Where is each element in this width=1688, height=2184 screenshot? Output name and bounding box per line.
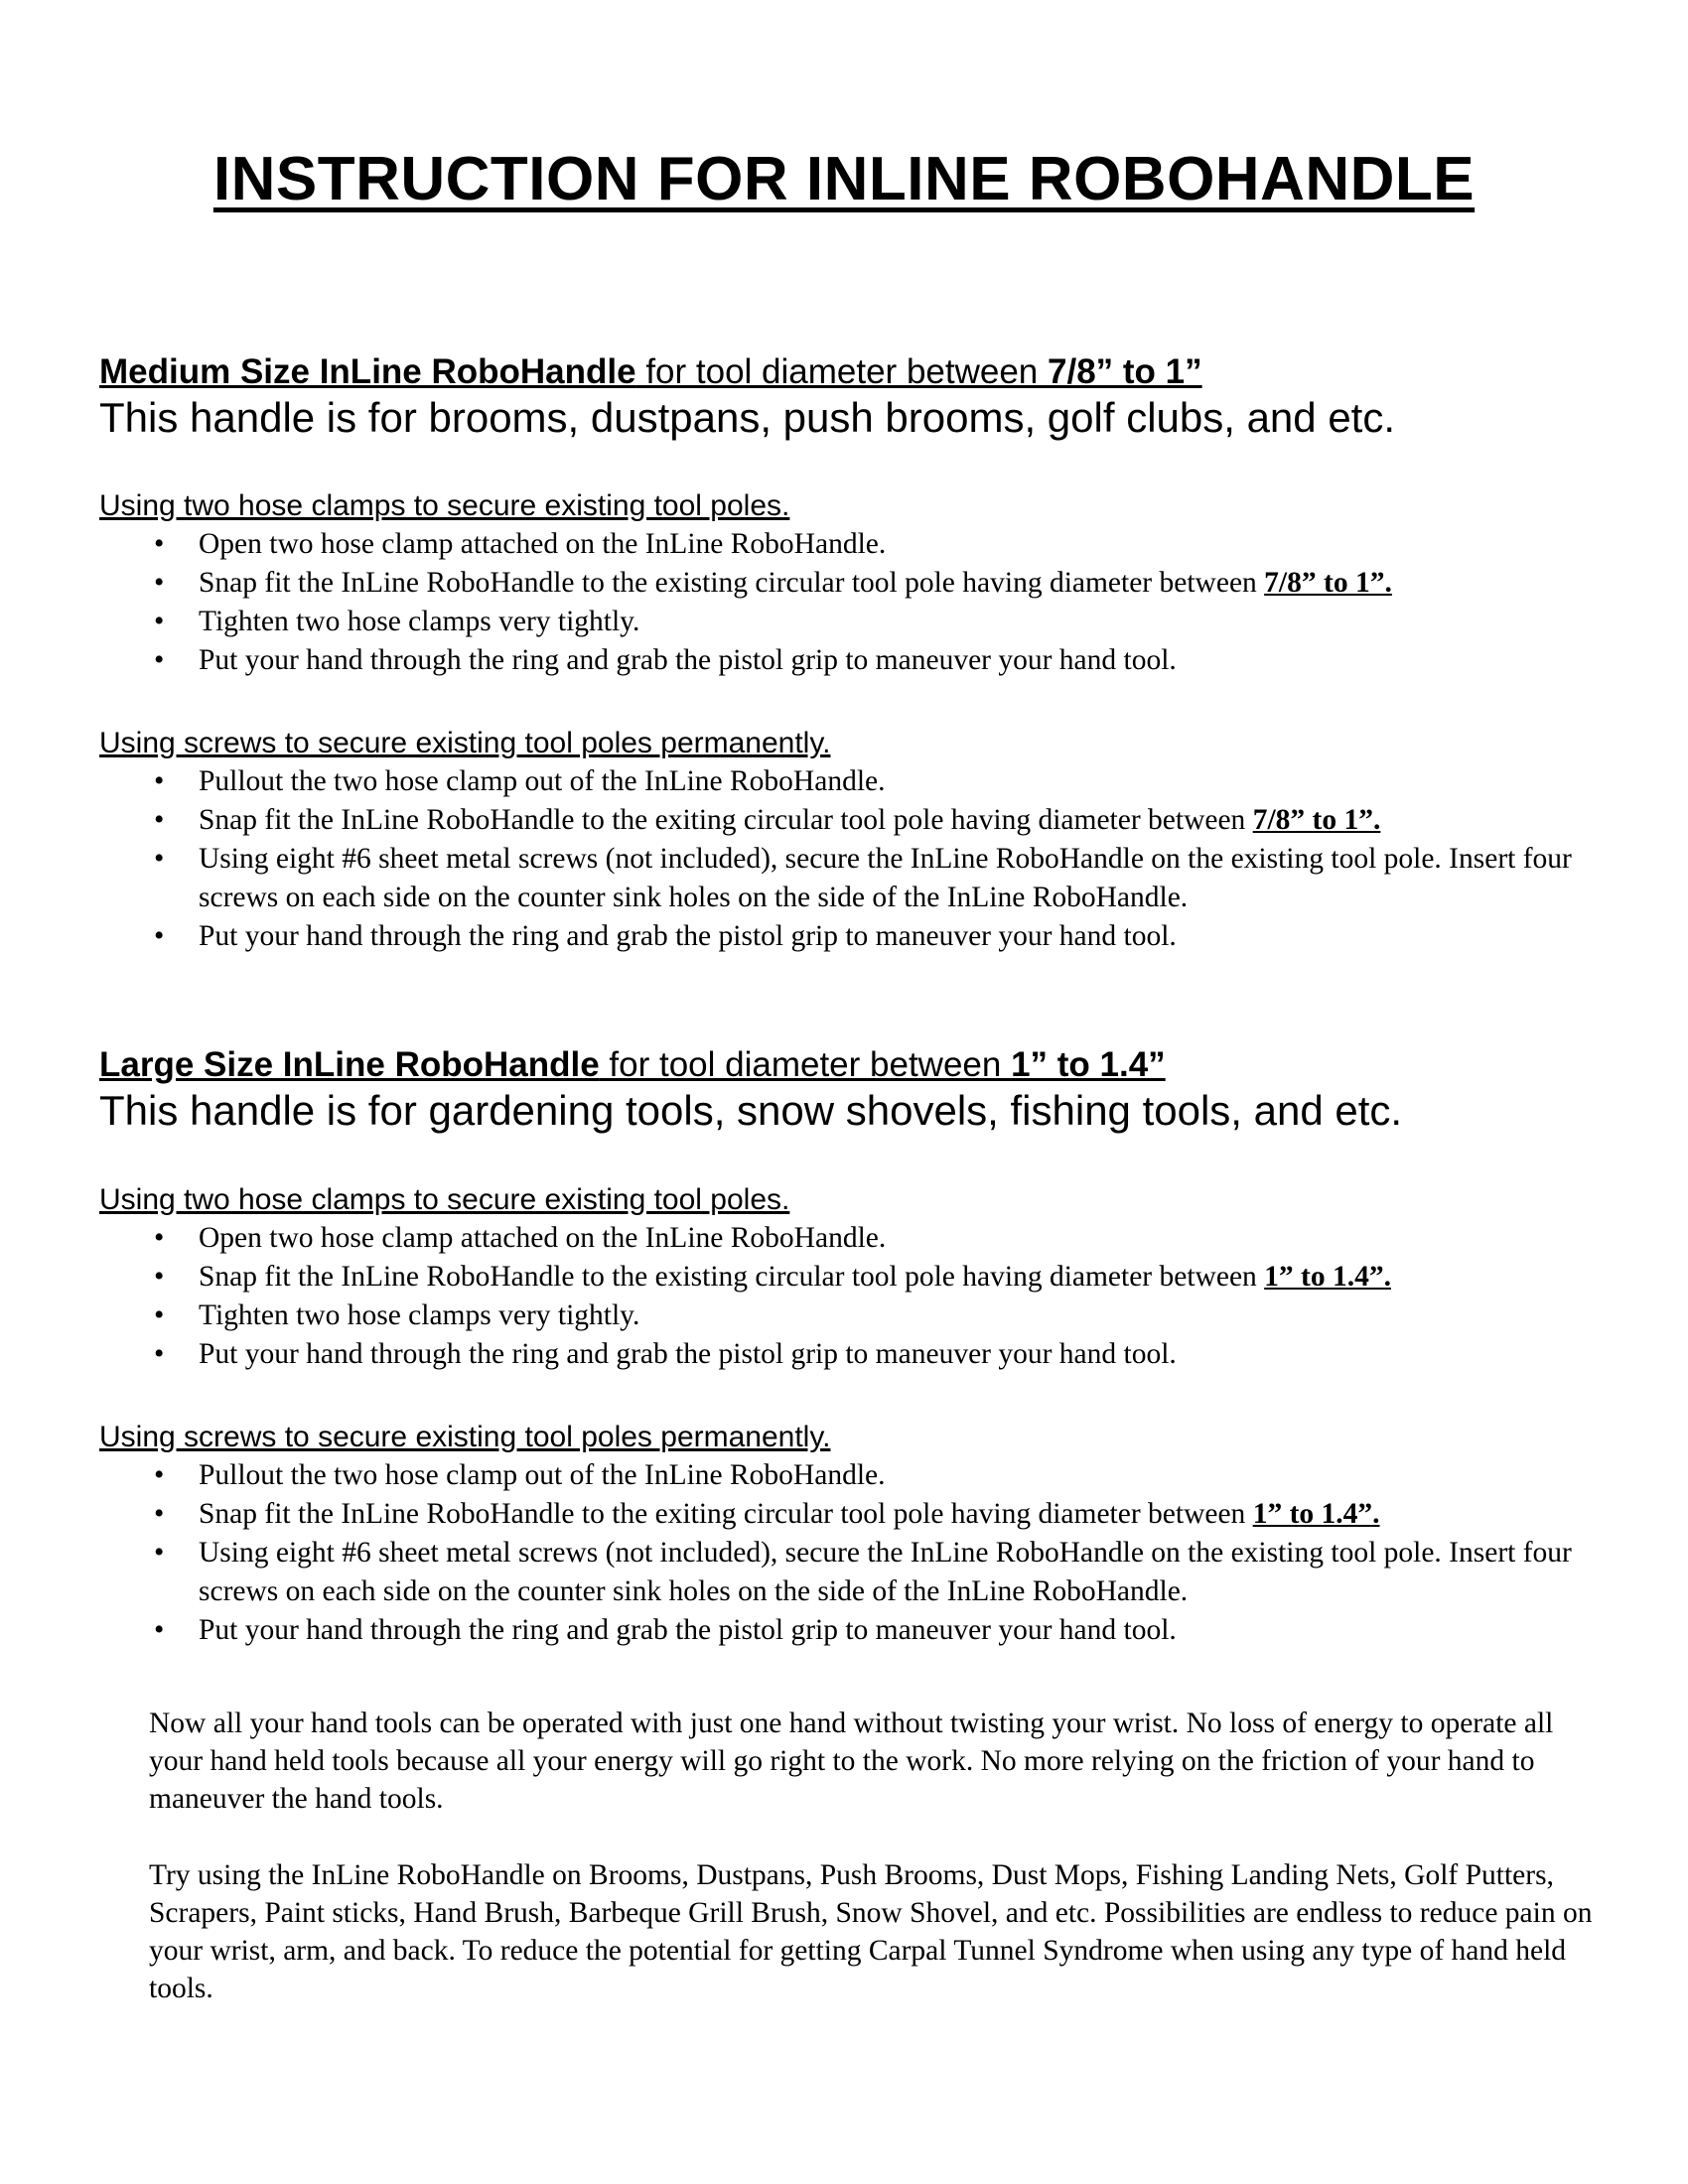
medium-size-mid: for tool diameter between <box>635 352 1048 391</box>
medium-size-section <box>99 351 1628 443</box>
list-item: • Put your hand through the ring and grab the pistol grip to maneuver your hand tool. <box>99 1335 1628 1374</box>
medium-clamp-steps <box>99 525 1628 680</box>
bullet-icon: • <box>154 1614 165 1646</box>
list-item: • Open two hose clamp attached on the InLine RoboHandle. <box>99 525 1628 564</box>
large-clamp-heading: Using two hose clamps to secure existing tool poles. <box>99 1183 790 1216</box>
medium-screw-steps <box>99 762 1628 956</box>
diameter-range: 1” to 1.4”. <box>1252 1498 1380 1530</box>
bullet-icon: • <box>154 644 165 676</box>
bullet-icon: • <box>154 1222 165 1254</box>
bullet-icon: • <box>154 765 165 797</box>
medium-screw-method <box>99 725 1628 956</box>
list-item: • Snap fit the InLine RoboHandle to the existing circular tool pole having diameter between 7/8” to 1”. <box>99 564 1628 603</box>
diameter-range: 1” to 1.4”. <box>1264 1261 1391 1293</box>
medium-size-range: 7/8” to 1” <box>1048 352 1202 391</box>
list-item: • Pullout the two hose clamp out of the InLine RoboHandle. <box>99 762 1628 801</box>
bullet-icon: • <box>154 567 165 599</box>
large-screw-heading: Using screws to secure existing tool poles permanently. <box>99 1421 831 1453</box>
bullet-icon: • <box>154 920 165 952</box>
large-screw-method <box>99 1419 1628 1650</box>
list-item: • Open two hose clamp attached on the InLine RoboHandle. <box>99 1219 1628 1258</box>
usage-paragraph: Try using the InLine RoboHandle on Brooms, Dustpans, Push Brooms, Dust Mops, Fishing Landing Nets, Golf Putters, Scrapers, Paint sticks, Hand Brush, Barbeque Grill Brush, Snow Shovel, and etc. Possibilities are endless to reduce pain on your wrist, arm, and back. To reduce the potential for getting Carpal Tunnel Syndrome when using any type of hand held tools. <box>149 1859 1593 2004</box>
list-item: • Tighten two hose clamps very tightly. <box>99 1297 1628 1335</box>
medium-size-subtitle: This handle is for brooms, dustpans, push brooms, golf clubs, and etc. <box>99 394 1396 441</box>
bullet-icon: • <box>154 1261 165 1293</box>
bullet-icon: • <box>154 843 165 875</box>
large-clamp-method <box>99 1181 1628 1374</box>
list-item: • Tighten two hose clamps very tightly. <box>99 603 1628 641</box>
large-size-range: 1” to 1.4” <box>1011 1045 1166 1084</box>
large-clamp-steps <box>99 1219 1628 1374</box>
list-item: • Snap fit the InLine RoboHandle to the exiting circular tool pole having diameter between 1” to 1.4”. <box>99 1495 1628 1534</box>
list-item: • Using eight #6 sheet metal screws (not included), secure the InLine RoboHandle on the existing tool pole. Insert four screws on each side on the counter sink holes on the side of the InLine RoboHandle. <box>99 1534 1628 1611</box>
bullet-icon: • <box>154 1498 165 1530</box>
large-size-subtitle: This handle is for gardening tools, snow shovels, fishing tools, and etc. <box>99 1087 1403 1134</box>
medium-size-name: Medium Size InLine RoboHandle <box>99 352 636 391</box>
list-item: • Put your hand through the ring and grab the pistol grip to maneuver your hand tool. <box>99 1611 1628 1650</box>
bullet-icon: • <box>154 528 165 560</box>
bullet-icon: • <box>154 1299 165 1331</box>
diameter-range: 7/8” to 1”. <box>1252 804 1381 836</box>
diameter-range: 7/8” to 1”. <box>1264 567 1392 599</box>
medium-screw-heading: Using screws to secure existing tool poles permanently. <box>99 727 831 759</box>
medium-clamp-heading: Using two hose clamps to secure existing tool poles. <box>99 489 790 522</box>
benefits-paragraph: Now all your hand tools can be operated with just one hand without twisting your wrist. No loss of energy to operate all your hand held tools because all your energy will go right to the work. No more relying on the friction of your hand to maneuver the hand tools. <box>149 1707 1554 1815</box>
page-title: INSTRUCTION FOR INLINE ROBOHANDLE <box>212 145 1476 213</box>
list-item: • Put your hand through the ring and grab the pistol grip to maneuver your hand tool. <box>99 917 1628 956</box>
large-size-heading <box>99 1044 1628 1086</box>
bullet-icon: • <box>154 1459 165 1491</box>
large-size-name: Large Size InLine RoboHandle <box>99 1045 600 1084</box>
medium-clamp-method <box>99 487 1628 680</box>
list-item: • Snap fit the InLine RoboHandle to the existing circular tool pole having diameter between 1” to 1.4”. <box>99 1258 1628 1297</box>
large-size-mid: for tool diameter between <box>599 1045 1012 1084</box>
list-item: • Put your hand through the ring and grab the pistol grip to maneuver your hand tool. <box>99 641 1628 680</box>
bullet-icon: • <box>154 1338 165 1370</box>
large-screw-steps <box>99 1456 1628 1650</box>
bullet-icon: • <box>154 606 165 637</box>
list-item: • Using eight #6 sheet metal screws (not included), secure the InLine RoboHandle on the existing tool pole. Insert four screws on each side on the counter sink holes on the side of the InLine RoboHandle. <box>99 840 1628 917</box>
bullet-icon: • <box>154 1537 165 1569</box>
medium-size-heading <box>99 351 1628 393</box>
list-item: • Snap fit the InLine RoboHandle to the exiting circular tool pole having diameter between 7/8” to 1”. <box>99 801 1628 840</box>
large-size-section <box>99 1044 1628 1136</box>
bullet-icon: • <box>154 804 165 836</box>
list-item: • Pullout the two hose clamp out of the InLine RoboHandle. <box>99 1456 1628 1495</box>
